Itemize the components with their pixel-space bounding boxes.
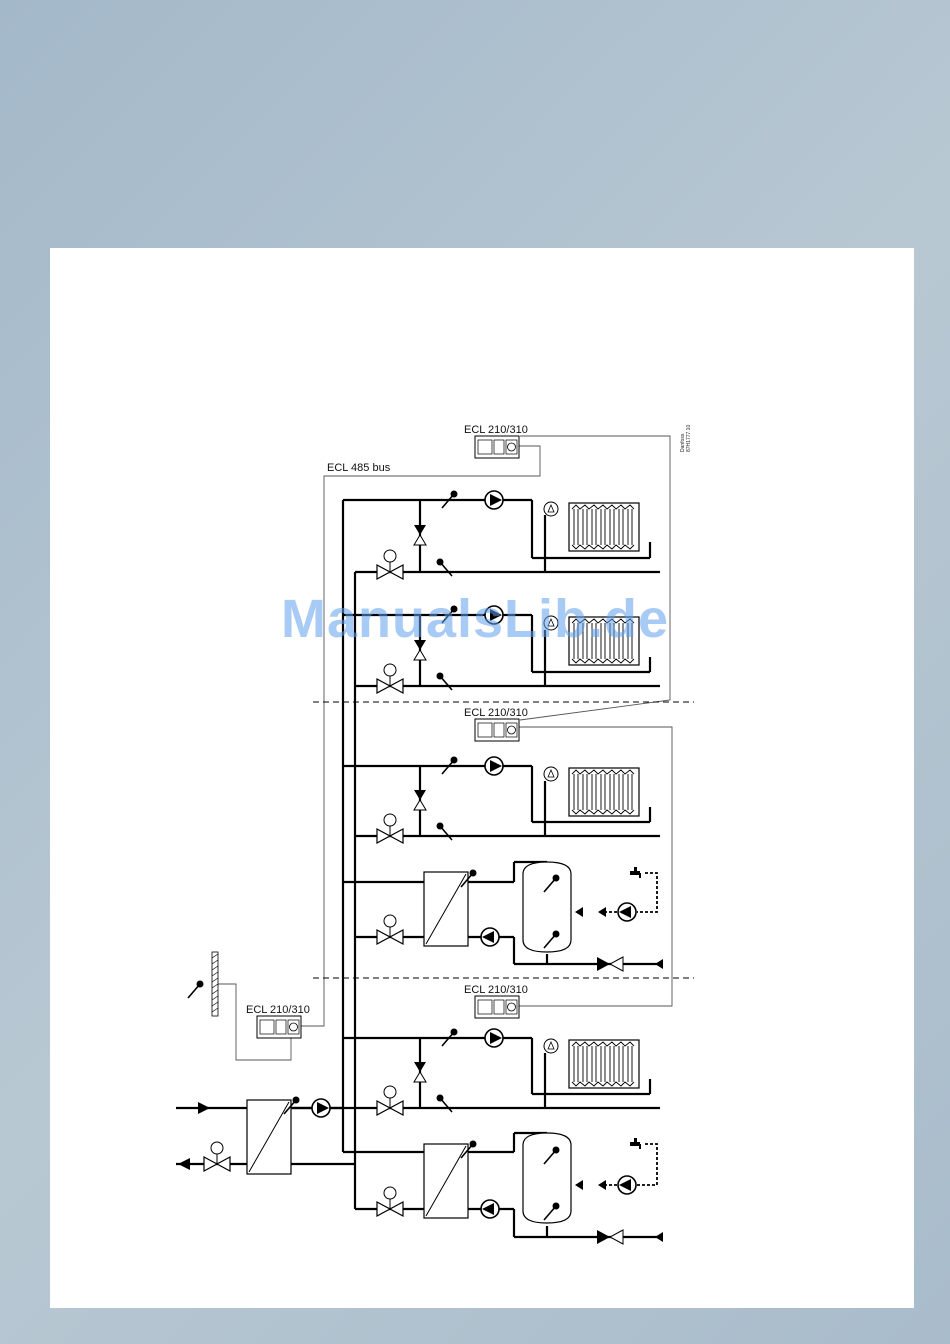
ecl-label-4: ECL 210/310 [246,1004,310,1016]
ecl-label-2: ECL 210/310 [464,707,528,719]
ecl-label-1: ECL 210/310 [464,424,528,436]
ecl-controller-3 [475,996,519,1018]
ecl-controller-1 [475,436,519,458]
ecl-controller-2 [475,719,519,741]
drawing-code-line2: 87H1777.10 [686,424,692,452]
watermark: ManualsLib.de [280,589,670,649]
ecl-controller-4 [257,1016,301,1038]
drawing-code-line1: Danfoss [680,433,686,452]
ecl-label-3: ECL 210/310 [464,984,528,996]
bus-label: ECL 485 bus [327,462,391,474]
